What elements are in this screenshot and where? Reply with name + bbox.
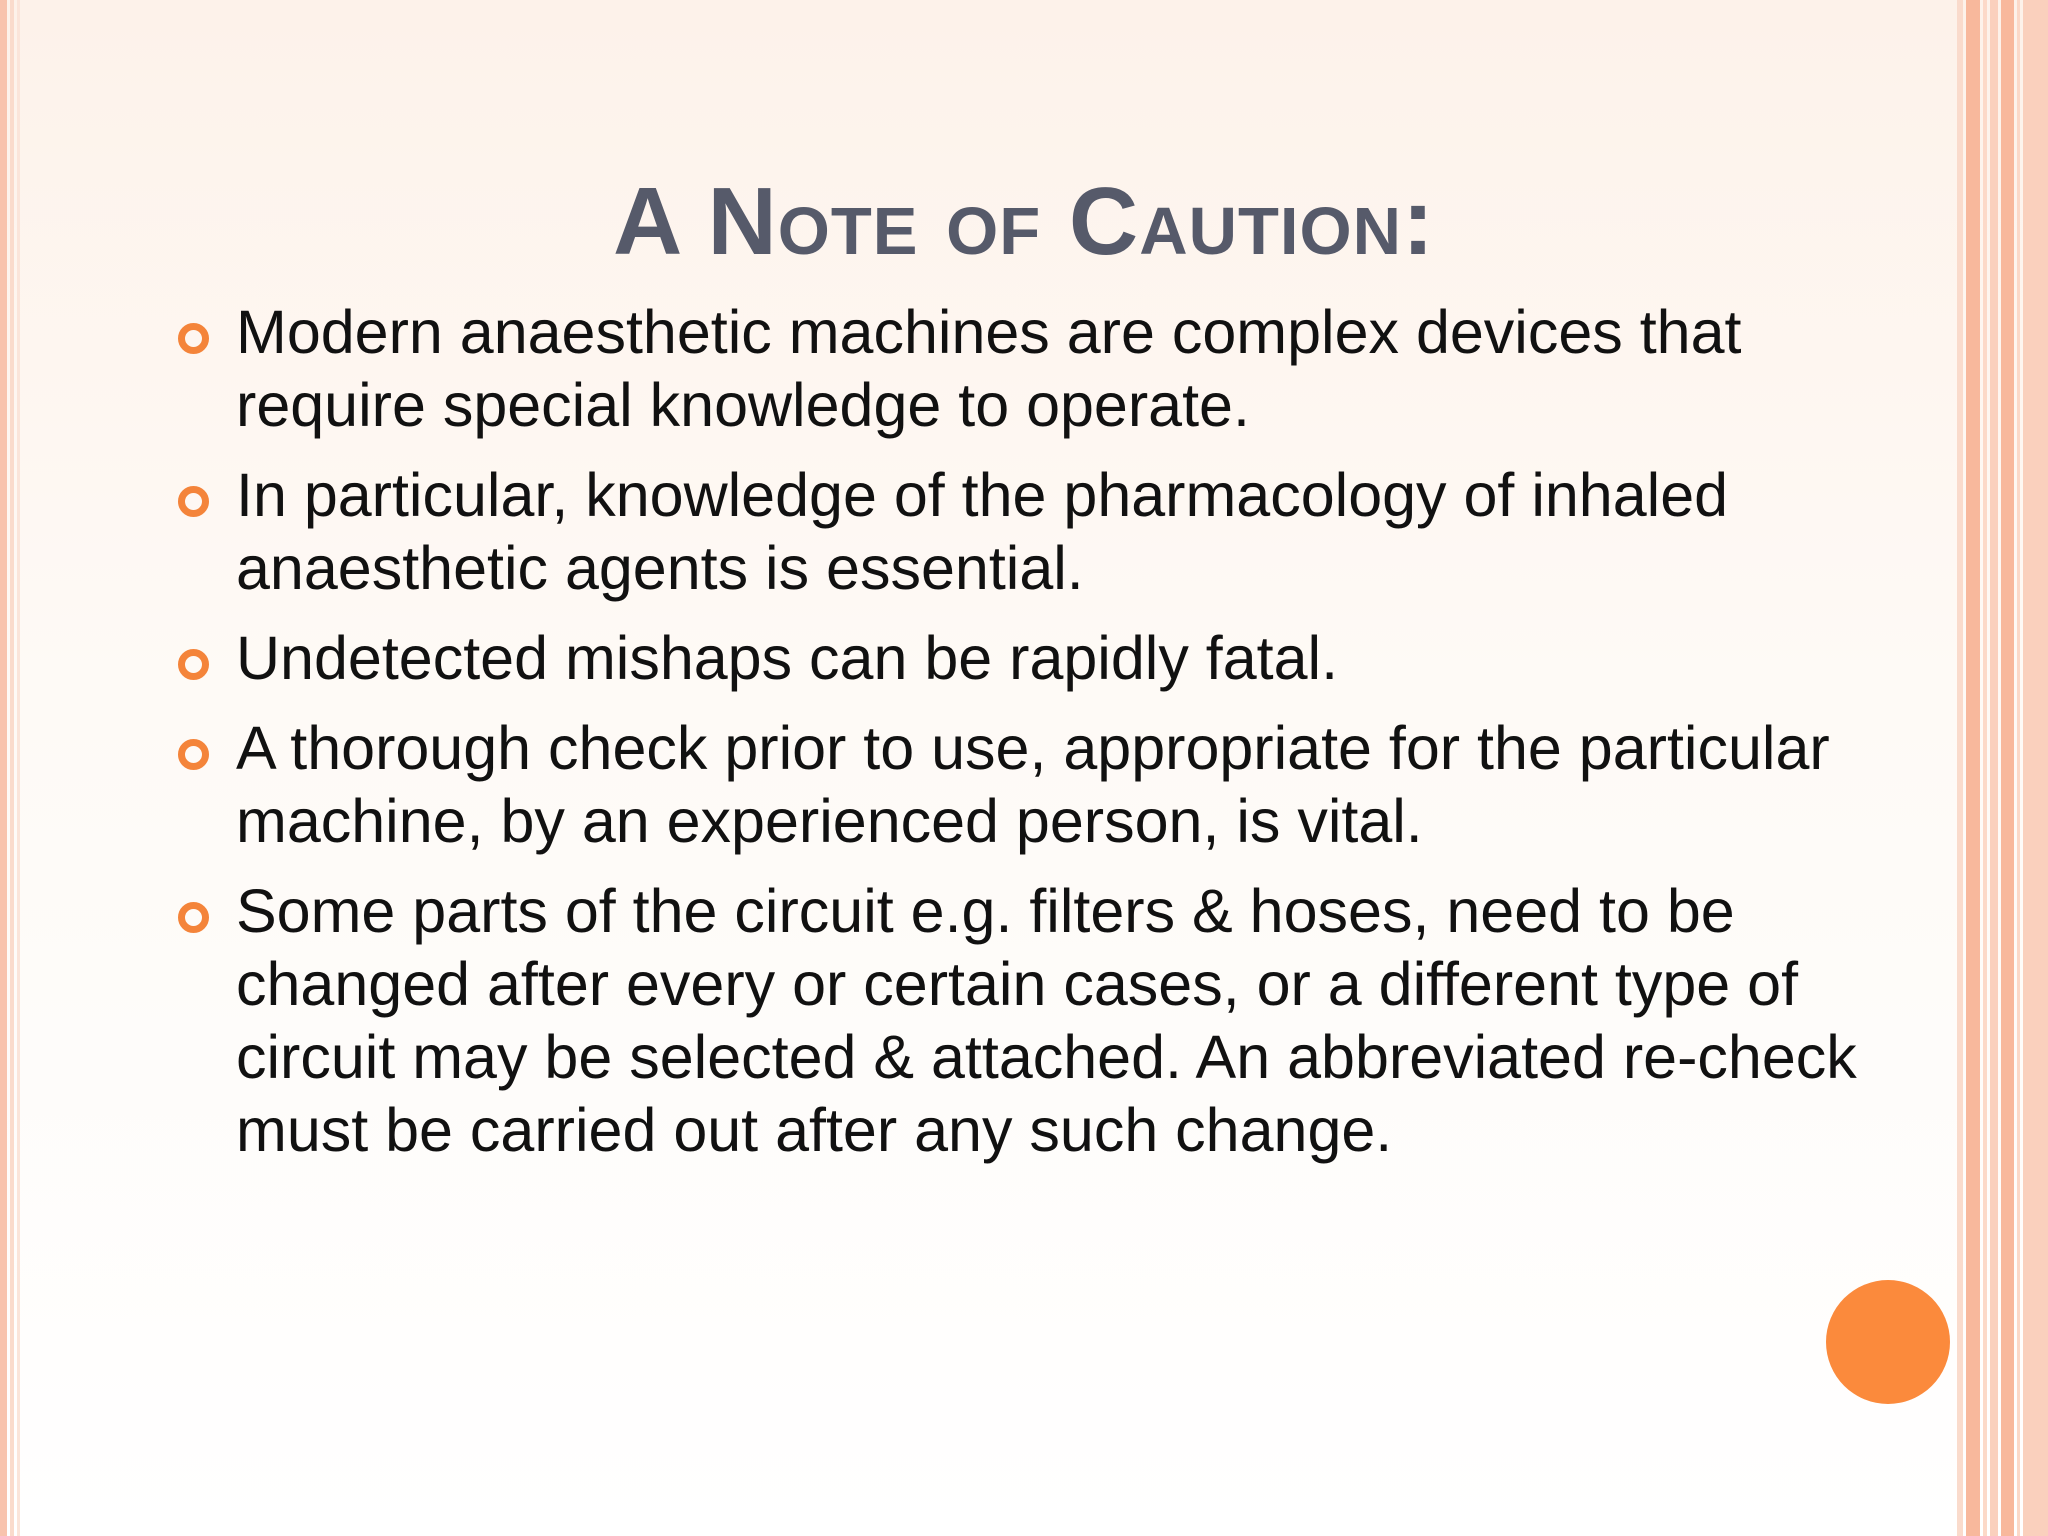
ring-bullet-icon bbox=[178, 739, 209, 770]
bullet-text: Undetected mishaps can be rapidly fatal. bbox=[236, 624, 1339, 692]
bullet-item bbox=[172, 875, 1892, 1167]
ring-bullet-icon bbox=[178, 323, 209, 354]
orange-circle-decoration-icon bbox=[1826, 1280, 1950, 1404]
bullet-item bbox=[172, 296, 1892, 442]
bullet-list bbox=[172, 296, 1892, 1184]
ring-bullet-icon bbox=[178, 486, 209, 517]
bullet-item bbox=[172, 459, 1892, 605]
bullet-item bbox=[172, 712, 1892, 858]
bullet-text: In particular, knowledge of the pharmacology of inhaled anaesthetic agents is essential. bbox=[236, 461, 1729, 602]
bullet-item bbox=[172, 622, 1892, 695]
slide-title: A Note of Caution: bbox=[613, 168, 1435, 276]
bullet-text: Some parts of the circuit e.g. filters & hoses, need to be changed after every or certain cases, or a different type of circuit may be selected & attached. An abbreviated re-check must be carried out after any such change. bbox=[236, 877, 1857, 1164]
bullet-text: Modern anaesthetic machines are complex devices that require special knowledge to operate. bbox=[236, 298, 1742, 439]
bullet-text: A thorough check prior to use, appropriate for the particular machine, by an experienced person, is vital. bbox=[236, 714, 1830, 855]
ring-bullet-icon bbox=[178, 649, 209, 680]
ring-bullet-icon bbox=[178, 902, 209, 933]
